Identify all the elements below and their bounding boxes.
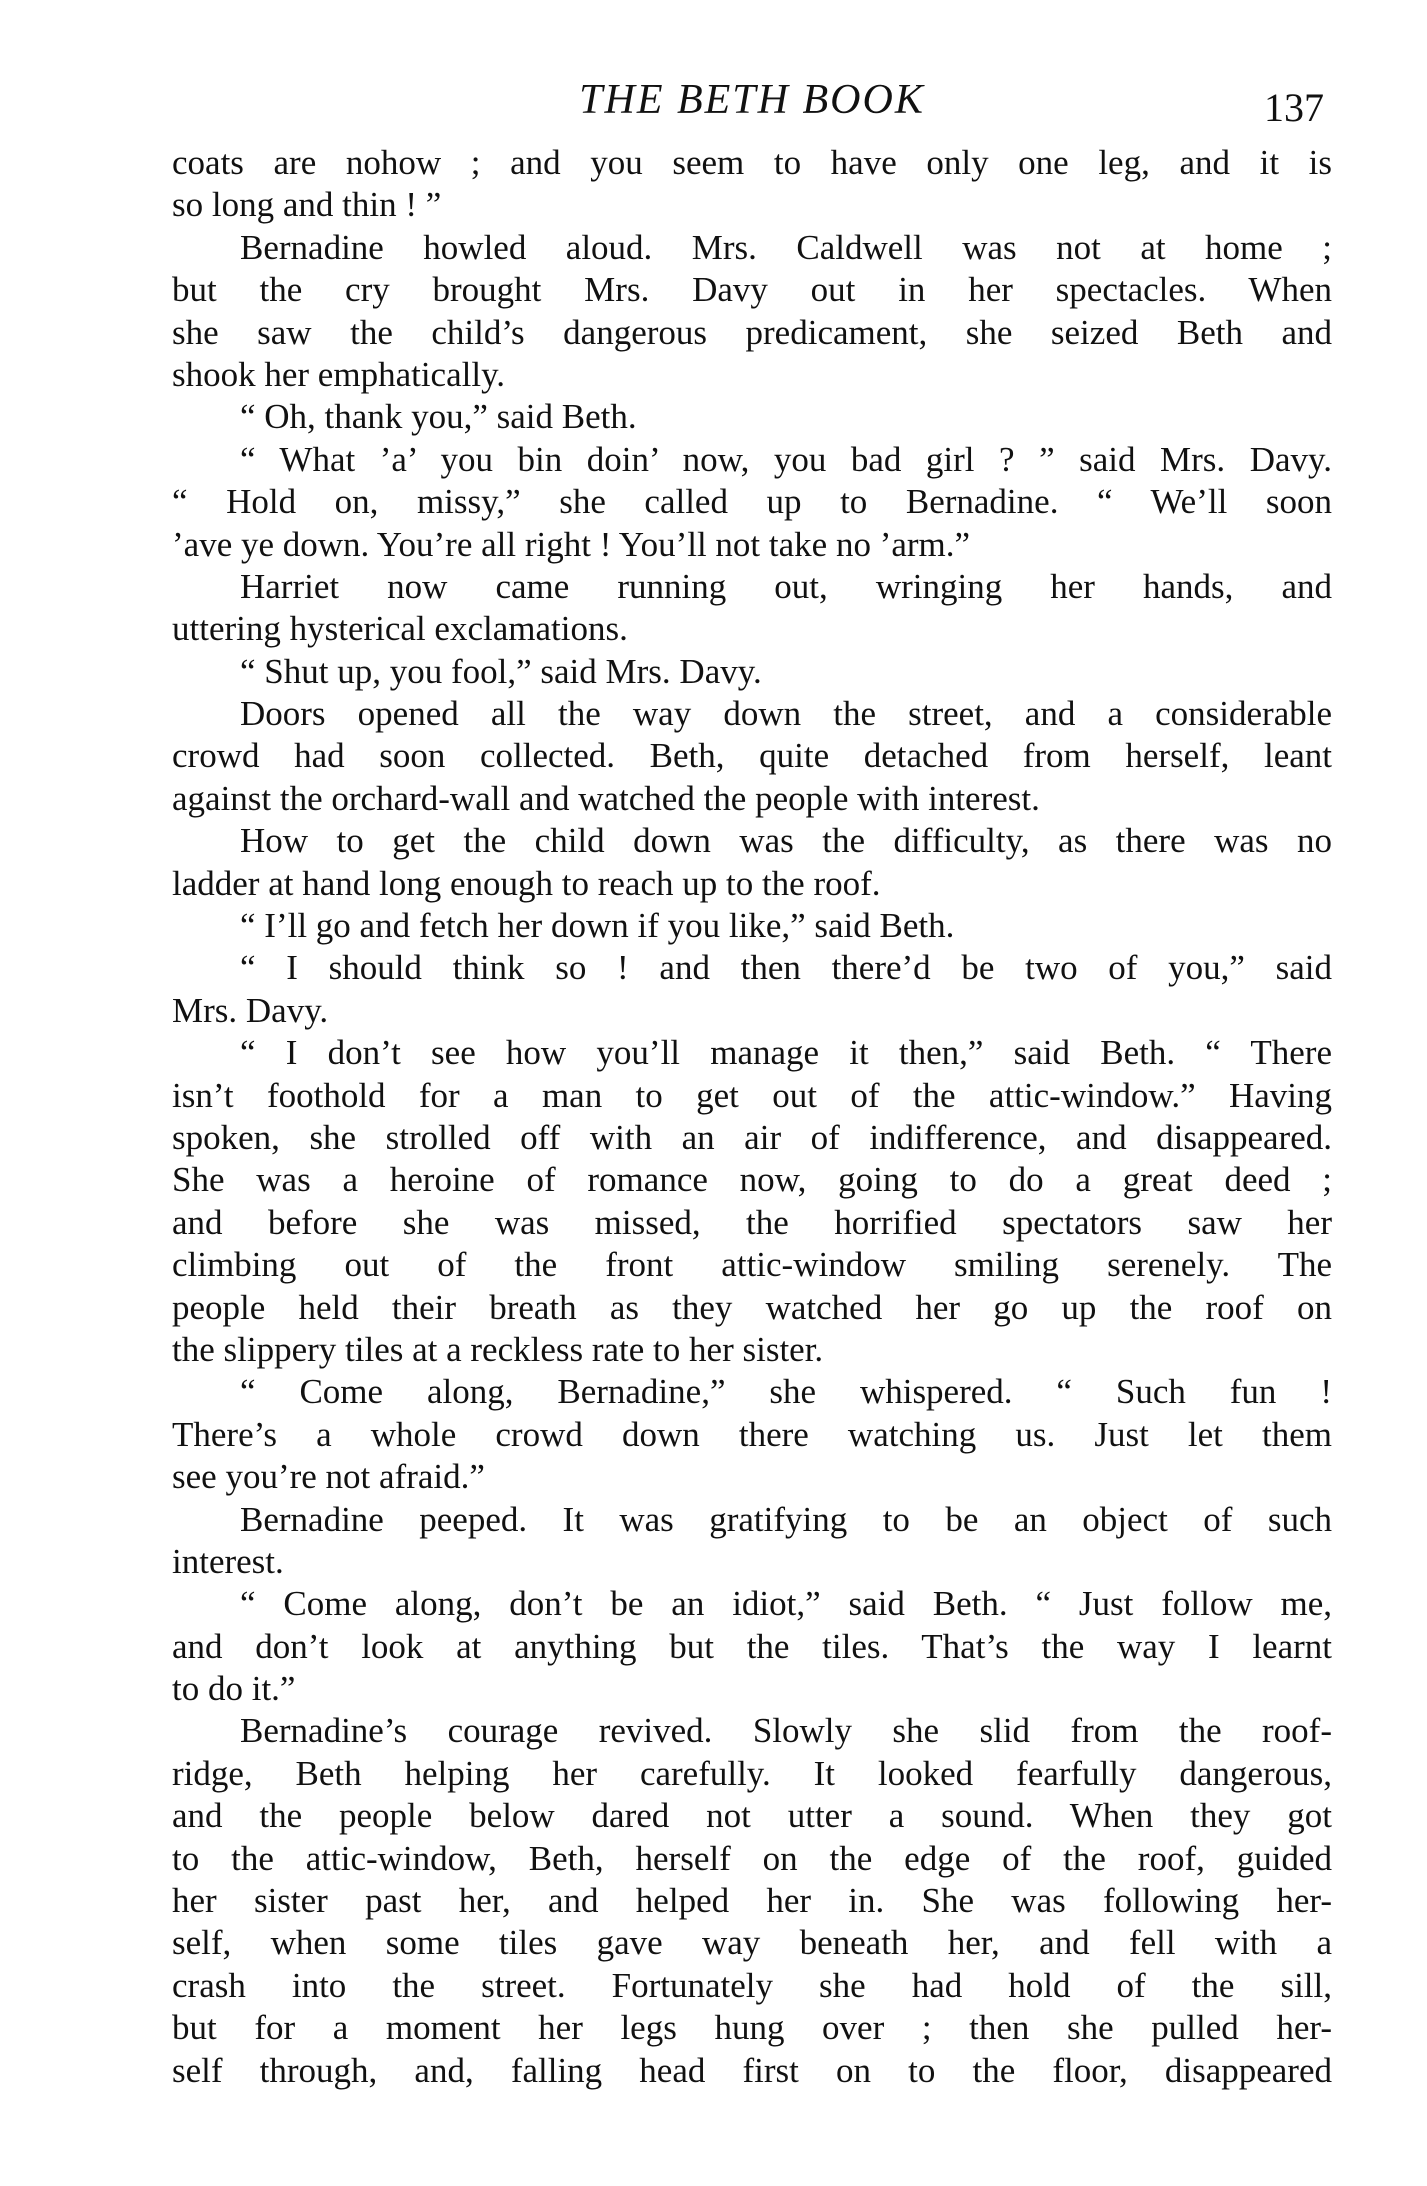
text-line: see you’re not afraid.” bbox=[172, 1457, 485, 1497]
text-line: crash into the street. Fortunately she had hold of the sill, bbox=[172, 1965, 1332, 2005]
text-line: and don’t look at anything but the tiles. That’s the way I learnt bbox=[172, 1626, 1332, 1666]
text-line: shook her emphatically. bbox=[172, 354, 506, 394]
text-line: so long and thin ! ” bbox=[172, 185, 442, 225]
text-line: but for a moment her legs hung over ; then she pulled her- bbox=[172, 2008, 1332, 2048]
text-line: Harriet now came running out, wringing her hands, and bbox=[240, 566, 1332, 606]
text-line: and before she was missed, the horrified spectators saw her bbox=[172, 1202, 1332, 1242]
body-text bbox=[172, 142, 1332, 2092]
text-line: she saw the child’s dangerous predicament, she seized Beth and bbox=[172, 312, 1332, 352]
text-line: coats are nohow ; and you seem to have only one leg, and it is bbox=[172, 143, 1332, 182]
text-line: “ Oh, thank you,” said Beth. bbox=[240, 397, 637, 437]
running-title: THE BETH BOOK bbox=[579, 77, 925, 123]
text-line: ridge, Beth helping her carefully. It looked fearfully dangerous, bbox=[172, 1753, 1332, 1793]
text-line: to do it.” bbox=[172, 1669, 296, 1709]
text-line: “ Come along, Bernadine,” she whispered. “ Such fun ! bbox=[240, 1372, 1332, 1412]
text-line: against the orchard-wall and watched the people with interest. bbox=[172, 778, 1040, 818]
page-header bbox=[172, 70, 1332, 130]
text-line: “ Hold on, missy,” she called up to Bernadine. “ We’ll soon bbox=[172, 482, 1332, 522]
text-line: climbing out of the front attic-window smiling serenely. The bbox=[172, 1245, 1332, 1285]
page-number: 137 bbox=[1264, 85, 1324, 130]
text-line: self through, and, falling head first on to the floor, disappeared bbox=[172, 2050, 1332, 2090]
text-line: Bernadine’s courage revived. Slowly she slid from the roof- bbox=[240, 1711, 1332, 1751]
text-line: her sister past her, and helped her in. She was following her- bbox=[172, 1881, 1332, 1921]
text-line: the slippery tiles at a reckless rate to her sister. bbox=[172, 1329, 824, 1369]
text-line: “ What ’a’ you bin doin’ now, you bad girl ? ” said Mrs. Davy. bbox=[240, 439, 1332, 479]
text-line: “ Shut up, you fool,” said Mrs. Davy. bbox=[240, 651, 762, 691]
text-line: She was a heroine of romance now, going to do a great deed ; bbox=[172, 1160, 1332, 1200]
text-line: Mrs. Davy. bbox=[172, 990, 329, 1030]
text-line: Doors opened all the way down the street, and a considerable bbox=[240, 694, 1332, 734]
text-line: but the cry brought Mrs. Davy out in her spectacles. When bbox=[172, 270, 1332, 310]
text-line: ’ave ye down. You’re all right ! You’ll not take no ’arm.” bbox=[172, 524, 971, 564]
text-line: and the people below dared not utter a sound. When they got bbox=[172, 1796, 1332, 1836]
text-line: to the attic-window, Beth, herself on the edge of the roof, guided bbox=[172, 1838, 1332, 1878]
text-line: spoken, she strolled off with an air of indifference, and disappeared. bbox=[172, 1117, 1332, 1157]
text-line: people held their breath as they watched her go up the roof on bbox=[172, 1287, 1332, 1327]
text-line: interest. bbox=[172, 1541, 284, 1581]
text-line: Bernadine howled aloud. Mrs. Caldwell was not at home ; bbox=[240, 227, 1332, 267]
text-line: crowd had soon collected. Beth, quite detached from herself, leant bbox=[172, 736, 1332, 776]
text-line: There’s a whole crowd down there watching us. Just let them bbox=[172, 1414, 1332, 1454]
text-line: “ I don’t see how you’ll manage it then,” said Beth. “ There bbox=[240, 1033, 1332, 1073]
text-line: ladder at hand long enough to reach up to the roof. bbox=[172, 863, 881, 903]
text-line: How to get the child down was the difficulty, as there was no bbox=[240, 821, 1332, 861]
text-line: “ I should think so ! and then there’d be two of you,” said bbox=[240, 948, 1332, 988]
text-line: uttering hysterical exclamations. bbox=[172, 609, 628, 649]
text-line: isn’t foothold for a man to get out of the attic-window.” Having bbox=[172, 1075, 1332, 1115]
text-line: “ Come along, don’t be an idiot,” said Beth. “ Just follow me, bbox=[240, 1584, 1332, 1624]
text-line: self, when some tiles gave way beneath her, and fell with a bbox=[172, 1923, 1332, 1963]
text-line: Bernadine peeped. It was gratifying to be an object of such bbox=[240, 1499, 1332, 1539]
text-line: “ I’ll go and fetch her down if you like,” said Beth. bbox=[240, 906, 955, 946]
